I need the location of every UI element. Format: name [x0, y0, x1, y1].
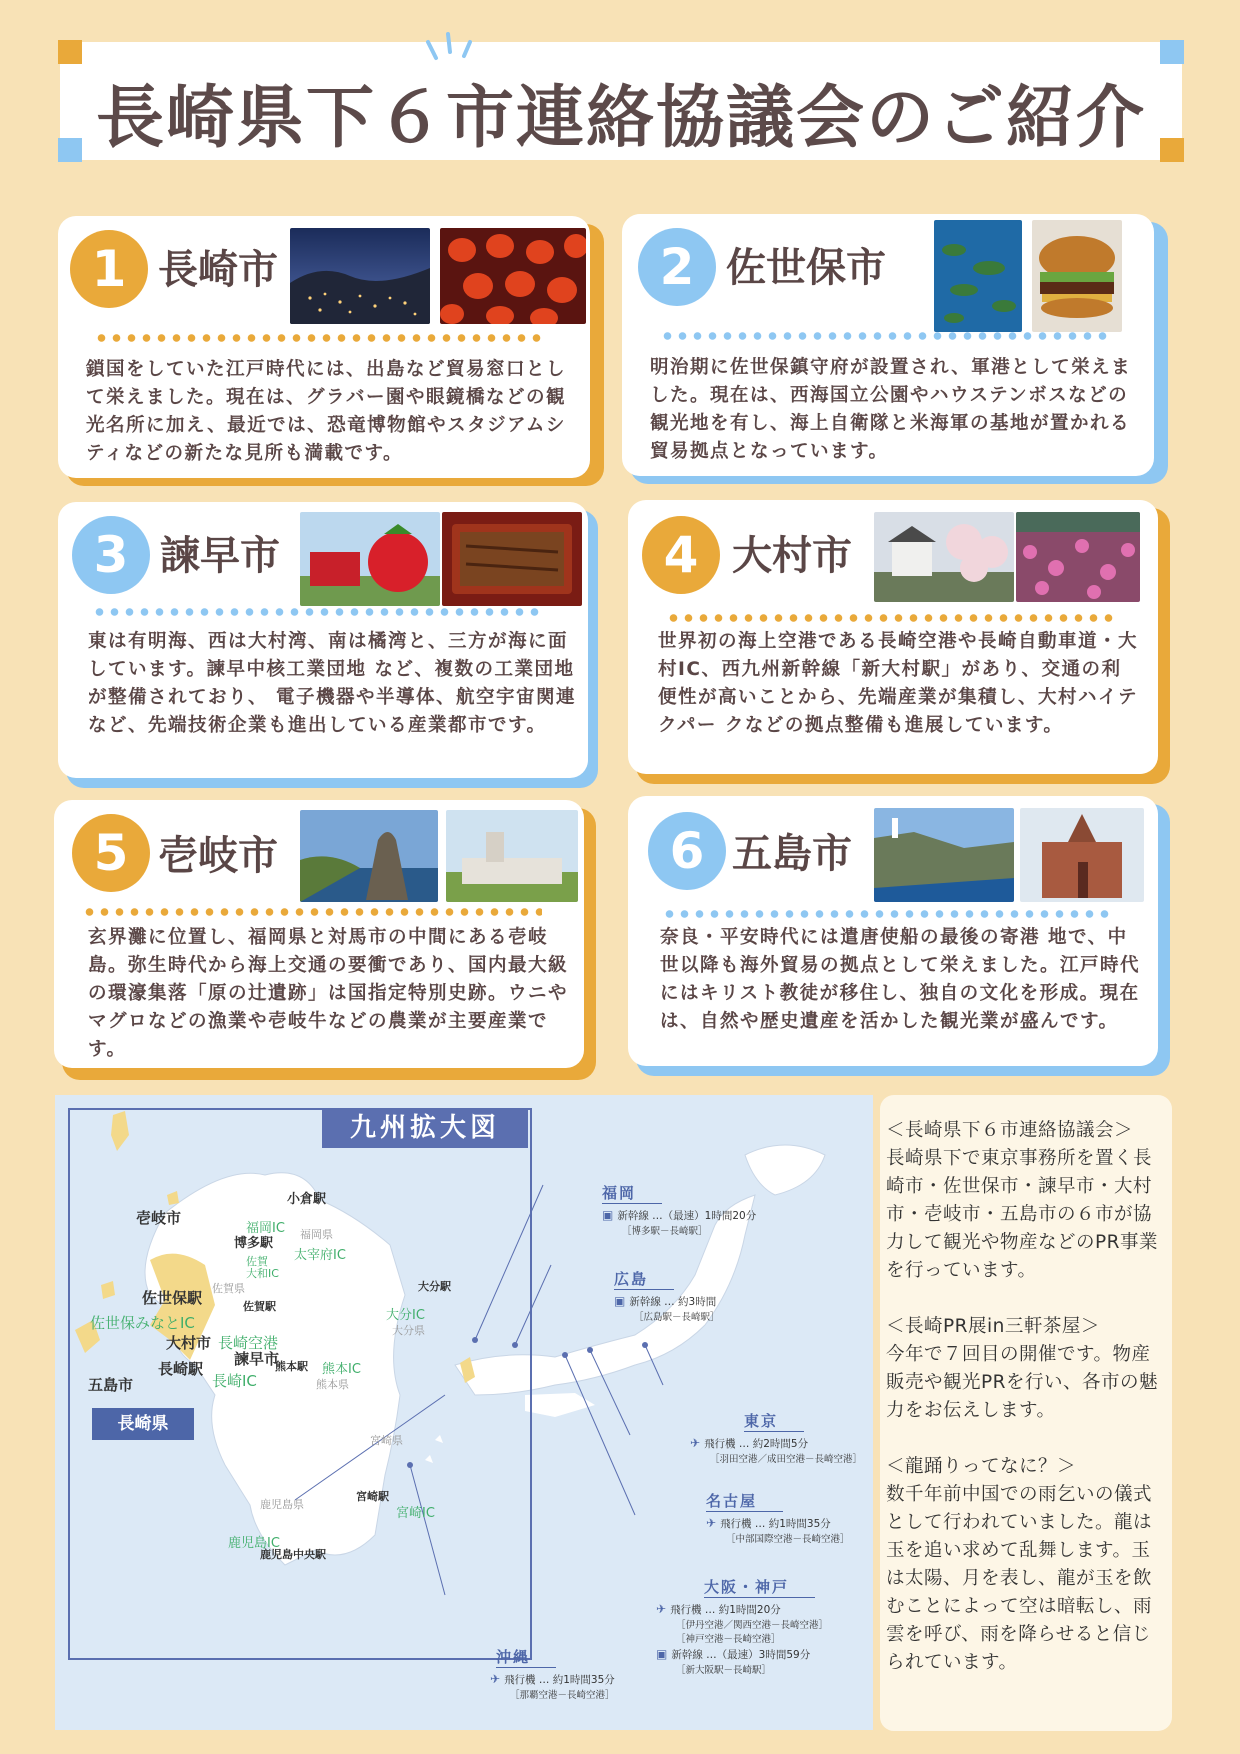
route-nagoya	[706, 1490, 850, 1545]
map-label: 佐賀 大和IC	[246, 1255, 279, 1280]
info-panel	[880, 1095, 1172, 1731]
city-card-iki	[54, 800, 584, 1068]
map-label: 大分県	[392, 1324, 425, 1337]
route-time: 新幹線 …（最速）1時間20分	[617, 1210, 757, 1222]
route-stations: ［神戸空港－長崎空港］	[676, 1634, 781, 1645]
city-card-omura	[628, 500, 1158, 774]
lantern-festival-photo	[440, 228, 586, 324]
city-name: 大村市	[732, 533, 852, 579]
number-badge: 4	[642, 516, 720, 594]
dotted-divider	[82, 908, 542, 916]
route-stations: ［新大阪駅－長崎駅］	[676, 1665, 772, 1676]
map-label: 大分IC	[386, 1308, 425, 1323]
map-title: 九州拡大図	[322, 1108, 528, 1148]
train-icon: ▣	[656, 1647, 668, 1661]
route-stations: ［伊丹空港／関西空港－長崎空港］	[676, 1620, 829, 1631]
city-description: 鎖国をしていた江戸時代には、出島など貿易窓口として栄えました。現在は、グラバー園や眼鏡橋などの観光名所に加え、最近では、恐竜博物館やスタジアムシティなどの新たな見所も満載です。	[86, 359, 567, 464]
omura-castle-cherry-photo	[874, 512, 1014, 602]
plane-icon: ✈	[690, 1436, 701, 1450]
route-stations: ［那覇空港－長崎空港］	[510, 1690, 615, 1701]
city-description: 東は有明海、西は大村湾、南は橘湾と、三方が海に面しています。諫早中核工業団地 など、複数の工業団地が整備されており、 電子機器や半導体、航空宇宙関連など、先端技術企業も進出している産業都市です。	[88, 631, 576, 736]
dotted-divider	[662, 910, 1112, 918]
route-time: 新幹線 … 約3時間	[629, 1296, 717, 1308]
city-card-isahaya	[58, 502, 588, 778]
map-label: 太宰府IC	[294, 1248, 346, 1263]
map-label: 福岡IC	[246, 1221, 285, 1236]
map-label: 熊本IC	[322, 1362, 361, 1377]
route-fukuoka	[602, 1182, 756, 1237]
map-label: 長崎駅	[158, 1360, 204, 1378]
info-heading: ＜長崎PR展in三軒茶屋＞	[886, 1316, 1100, 1337]
corner-accent	[1160, 40, 1184, 64]
route-stations: ［中部国際空港－長崎空港］	[726, 1534, 850, 1545]
map-label: 宮崎駅	[356, 1490, 389, 1503]
map-label: 壱岐市	[136, 1209, 182, 1227]
plane-icon: ✈	[656, 1602, 667, 1616]
map-label: 小倉駅	[287, 1192, 327, 1207]
route-destination: 東京	[744, 1410, 804, 1432]
map-label: 博多駅	[234, 1236, 274, 1251]
map-label: 熊本駅	[275, 1360, 308, 1373]
route-destination: 名古屋	[706, 1490, 783, 1512]
saruiwa-rock-photo	[300, 810, 438, 902]
number-badge: 2	[638, 228, 716, 306]
city-name: 壱岐市	[158, 833, 278, 879]
kujukushima-islands-photo	[934, 220, 1022, 332]
route-hiroshima	[614, 1268, 720, 1323]
city-name: 諫早市	[160, 533, 280, 579]
route-time: 飛行機 … 約1時間35分	[720, 1518, 831, 1530]
map-label: 鹿児島県	[260, 1498, 304, 1511]
city-card-goto	[628, 796, 1158, 1066]
sasebo-burger-photo	[1032, 220, 1122, 332]
map-label: 鹿児島中央駅	[260, 1548, 326, 1561]
strawberry-bus-stop-photo	[300, 512, 440, 606]
map-label: 鹿児島IC	[228, 1536, 280, 1551]
nagasaki-nightview-photo	[290, 228, 430, 324]
route-stations: ［羽田空港／成田空港－長崎空港］	[710, 1454, 863, 1465]
dotted-divider	[94, 334, 544, 342]
dotted-divider	[666, 614, 1116, 622]
route-stations: ［広島駅－長崎駅］	[634, 1312, 720, 1323]
map-label: 佐世保駅	[142, 1289, 203, 1307]
plane-icon: ✈	[490, 1672, 501, 1686]
harunotsuji-museum-photo	[446, 810, 578, 902]
city-description: 明治期に佐世保鎮守府が設置され、軍港として栄えました。現在は、西海国立公園やハウステンボスなどの観光地を有し、海上自衛隊と米海軍の基地が置かれる貿易拠点となっています。	[650, 357, 1132, 462]
map-label: 佐賀駅	[243, 1300, 276, 1313]
route-stations: ［博多駅－長崎駅］	[622, 1226, 708, 1237]
osezaki-lighthouse-photo	[874, 808, 1014, 902]
info-heading: ＜長崎県下６市連絡協議会＞	[886, 1120, 1134, 1141]
map-label: 諫早市	[234, 1350, 280, 1368]
cosmos-flowers-photo	[1016, 512, 1140, 602]
route-time: 飛行機 … 約2時間5分	[704, 1438, 809, 1450]
city-name: 佐世保市	[726, 245, 886, 291]
map-label: 宮崎IC	[396, 1506, 435, 1521]
number-badge: 5	[72, 814, 150, 892]
city-card-sasebo	[622, 214, 1154, 476]
info-heading: ＜龍踊りってなに？＞	[886, 1456, 1077, 1477]
train-icon: ▣	[614, 1294, 626, 1308]
number-badge: 6	[648, 812, 726, 890]
city-description: 奈良・平安時代には遣唐使船の最後の寄港 地で、中世以降も海外貿易の拠点として栄えました。江戸時代にはキリスト教徒が移住し、独自の文化を形成。現在は、自然や歴史遺産を活かした観光業が盛んです。	[660, 927, 1141, 1032]
sparkle-icon	[420, 28, 480, 68]
unagi-dish-photo	[442, 512, 582, 606]
route-destination: 広島	[614, 1268, 674, 1290]
city-card-nagasaki	[58, 216, 590, 478]
map-label: 佐賀県	[212, 1282, 245, 1295]
map-label: 長崎IC	[212, 1372, 257, 1390]
corner-accent	[58, 40, 82, 64]
nagasaki-pref-badge: 長崎県	[92, 1408, 194, 1440]
page-title: 長崎県下６市連絡協議会のご紹介	[95, 79, 1146, 158]
route-destination: 大阪・神戸	[704, 1576, 815, 1598]
route-osaka-kobe	[656, 1576, 828, 1676]
info-text: 今年で７回目の開催です。物産販売や観光PRを行い、各市の魅力をお伝えします。	[886, 1344, 1159, 1421]
route-tokyo	[690, 1410, 862, 1465]
title-banner	[60, 42, 1182, 160]
route-time: 飛行機 … 約1時間20分	[670, 1604, 781, 1616]
city-description: 玄界灘に位置し、福岡県と対馬市の中間にある壱岐島。弥生時代から海上交通の要衝であり、国内最大級の環濠集落「原の辻遺跡」は国指定特別史跡。ウニやマグロなどの漁業や壱岐牛などの農業が主要産業です。	[88, 927, 569, 1060]
number-badge: 3	[72, 516, 150, 594]
route-time: 飛行機 … 約1時間35分	[504, 1674, 615, 1686]
city-name: 五島市	[732, 831, 852, 877]
map-label: 五島市	[88, 1376, 134, 1394]
dotted-divider	[660, 332, 1110, 340]
info-text: 長崎県下で東京事務所を置く長崎市・佐世保市・諫早市・大村市・壱岐市・五島市の６市が協力して観光や物産などのPR事業を行っています。	[886, 1148, 1159, 1281]
map-label: 宮崎県	[370, 1434, 403, 1447]
number-badge: 1	[70, 230, 148, 308]
dotted-divider	[92, 608, 542, 616]
plane-icon: ✈	[706, 1516, 717, 1530]
train-icon: ▣	[602, 1208, 614, 1222]
map-label: 佐世保みなとIC	[90, 1314, 195, 1332]
city-description: 世界初の海上空港である長崎空港や長崎自動車道・大村IC、西九州新幹線「新大村駅」があり、交通の利便性が高いことから、先端産業が集積し、大村ハイテクパー クなどの拠点整備も進展しています。	[658, 631, 1139, 736]
map-label: 大村市	[166, 1334, 212, 1352]
map-label: 長崎空港	[218, 1334, 279, 1352]
map-label: 福岡県	[300, 1228, 333, 1241]
route-destination: 福岡	[602, 1182, 662, 1204]
route-time: 新幹線 …（最速）3時間59分	[671, 1649, 811, 1661]
route-destination: 沖縄	[496, 1646, 556, 1668]
info-text: 数千年前中国での雨乞いの儀式として行われていました。龍は玉を追い求めて乱舞します。玉は太陽、月を表し、龍が玉を飲むことによって空は暗転し、雨雲を呼び、雨を降らせると信じられています。	[886, 1484, 1153, 1673]
city-name: 長崎市	[158, 247, 278, 293]
dozaki-church-photo	[1020, 808, 1144, 902]
map-label: 熊本県	[316, 1378, 349, 1391]
route-okinawa	[490, 1646, 615, 1701]
map-label: 大分駅	[418, 1280, 451, 1293]
